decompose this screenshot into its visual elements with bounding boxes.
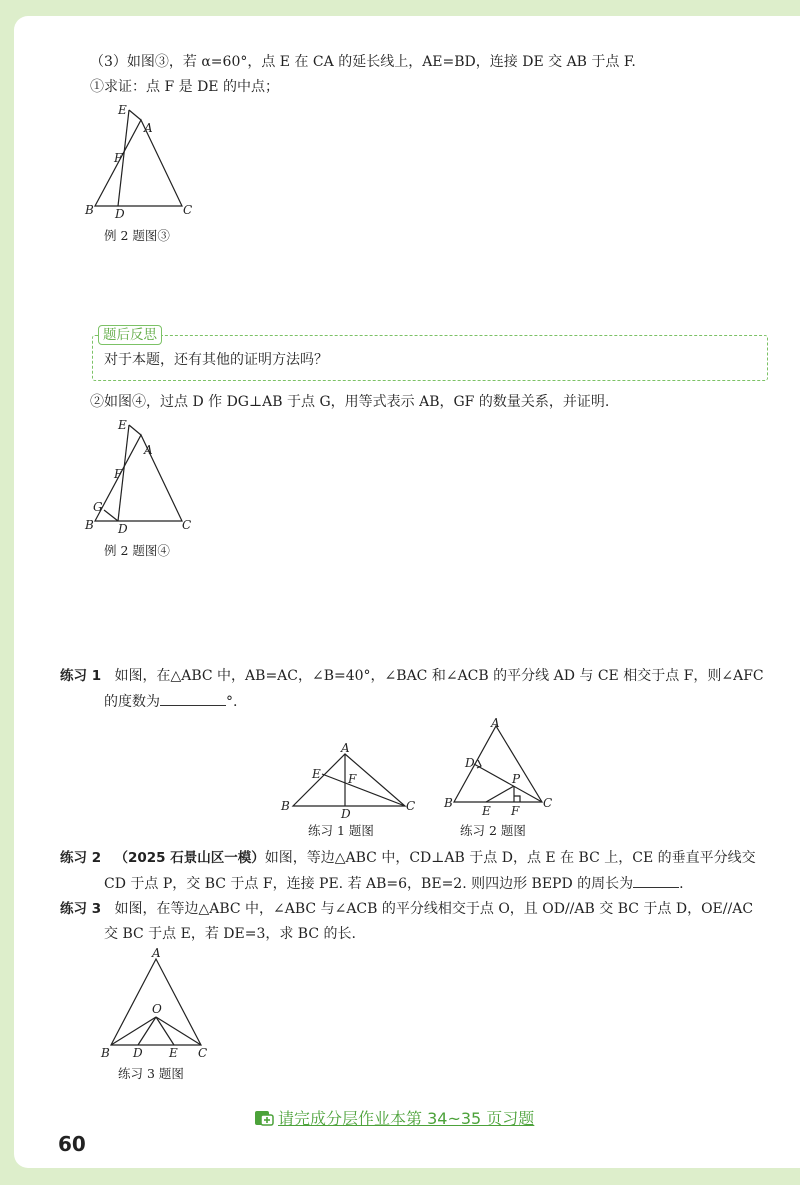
part3-question-1: ①求证：点 F 是 DE 的中点；: [90, 79, 279, 95]
page-number: 60: [58, 1132, 86, 1156]
ex2-segment-cd: [474, 764, 542, 802]
exercise-2-line-2: [104, 873, 684, 894]
fig4-caption: 例 2 题图④: [104, 543, 170, 558]
fig3-label-b: B: [85, 203, 94, 217]
ex2-label-c: C: [543, 796, 553, 810]
homework-book-icon: [254, 1109, 274, 1127]
fig4-label-a: A: [144, 443, 153, 457]
figure-4: [80, 415, 200, 540]
ex3-label-e: E: [169, 1046, 178, 1060]
exercise-3-line-1: [60, 899, 753, 919]
exercise-1-answer-prefix: 的度数为: [104, 694, 160, 710]
fig4-label-g: G: [93, 500, 103, 514]
exercise-2-figure: [440, 715, 560, 820]
part3-question-2: ②如图④，过点 D 作 DG⊥AB 于点 G，用等式表示 AB，GF 的数量关系，并证明.: [90, 394, 610, 410]
exercise-2-label: 练习 2: [60, 850, 102, 866]
exercise-3-line-2: 交 BC 于点 E，若 DE=3，求 BC 的长.: [104, 926, 356, 942]
exercise-3-figure: [95, 945, 220, 1065]
ex1-label-e: E: [312, 767, 321, 781]
fig4-segment-ae: [129, 425, 141, 435]
exercise-1-text: 如图，在△ABC 中，AB=AC，∠B=40°，∠BAC 和∠ACB 的平分线 AD 与 CE 相交于点 F，则∠AFC: [114, 668, 764, 684]
fig4-label-d: D: [118, 522, 128, 536]
part3-intro: （3）如图③，若 α=60°，点 E 在 CA 的延长线上，AE=BD，连接 DE 交 AB 于点 F.: [90, 54, 636, 70]
ex1-label-b: B: [281, 799, 290, 813]
exercise-2-caption: 练习 2 题图: [460, 823, 526, 838]
ex3-label-c: C: [198, 1046, 208, 1060]
fig4-label-c: C: [182, 518, 192, 532]
exercise-1-line-2: [104, 691, 237, 712]
exercise-1-caption: 练习 1 题图: [308, 823, 374, 838]
ex1-label-f: F: [348, 772, 357, 786]
fig3-label-f: F: [114, 151, 123, 165]
fig3-caption: 例 2 题图③: [104, 228, 170, 243]
ex3-label-b: B: [101, 1046, 110, 1060]
exercise-2-source: （2025 石景山区一模）: [114, 850, 265, 866]
figure-3: [80, 100, 200, 225]
exercise-1-line-1: [60, 666, 764, 686]
reflection-title: 题后反思: [98, 325, 162, 345]
exercise-1-answer-suffix: °.: [226, 694, 238, 710]
ex3-segment-oe: [156, 1017, 174, 1045]
exercise-2-text: 如图，等边△ABC 中，CD⊥AB 于点 D，点 E 在 BC 上，CE 的垂直平分线交: [264, 850, 756, 866]
ex2-segment-pe: [486, 786, 514, 802]
reflection-text: 对于本题，还有其他的证明方法吗？: [104, 352, 328, 368]
ex2-label-p: P: [512, 772, 521, 786]
fig4-label-f: F: [114, 467, 123, 481]
ex2-label-a: A: [491, 716, 500, 730]
fig3-label-e: E: [118, 103, 127, 117]
ex1-label-d: D: [341, 807, 351, 818]
ex2-label-d: D: [465, 756, 475, 770]
fig4-triangle-abc: [95, 435, 182, 521]
ex2-label-e: E: [482, 804, 491, 818]
exercise-2-answer-suffix: .: [679, 876, 684, 892]
ex3-label-a: A: [152, 946, 161, 960]
exercise-3-text: 如图，在等边△ABC 中，∠ABC 与∠ACB 的平分线相交于点 O，且 OD//AB 交 BC 于点 D，OE//AC: [114, 901, 754, 917]
fig3-triangle-abc: [95, 120, 182, 206]
ex2-right-angle-f: [514, 796, 520, 802]
ex3-segment-od: [138, 1017, 156, 1045]
fig4-label-b: B: [85, 518, 94, 532]
ex1-segment-ce: [322, 774, 405, 806]
exercise-2-line-1: [60, 848, 756, 868]
ex2-label-f: F: [511, 804, 520, 818]
ex3-label-o: O: [152, 1002, 162, 1016]
exercise-3-label: 练习 3: [60, 901, 102, 917]
exercise-2-answer-prefix: CD 于点 P，交 BC 于点 F，连接 PE. 若 AB=6，BE=2. 则四边形 BEPD 的周长为: [104, 876, 634, 892]
exercise-3-caption: 练习 3 题图: [118, 1066, 184, 1081]
ex1-label-c: C: [406, 799, 416, 813]
ex2-right-angle-d: [477, 760, 481, 768]
fig4-segment-dg: [104, 510, 118, 521]
exercise-1-label: 练习 1: [60, 668, 102, 684]
exercise-2-answer-blank[interactable]: [633, 873, 679, 888]
exercise-1-answer-blank[interactable]: [160, 691, 226, 706]
homework-link-text[interactable]: 请完成分层作业本第 34~35 页习题: [278, 1109, 535, 1128]
fig3-label-d: D: [115, 207, 125, 221]
fig4-label-e: E: [118, 418, 127, 432]
fig3-label-c: C: [183, 203, 193, 217]
fig3-segment-ae: [129, 110, 141, 120]
fig3-label-a: A: [144, 121, 153, 135]
exercise-1-figure: [275, 740, 420, 818]
homework-link[interactable]: [254, 1106, 534, 1129]
ex3-label-d: D: [133, 1046, 143, 1060]
ex2-label-b: B: [444, 796, 453, 810]
ex1-label-a: A: [341, 741, 350, 755]
